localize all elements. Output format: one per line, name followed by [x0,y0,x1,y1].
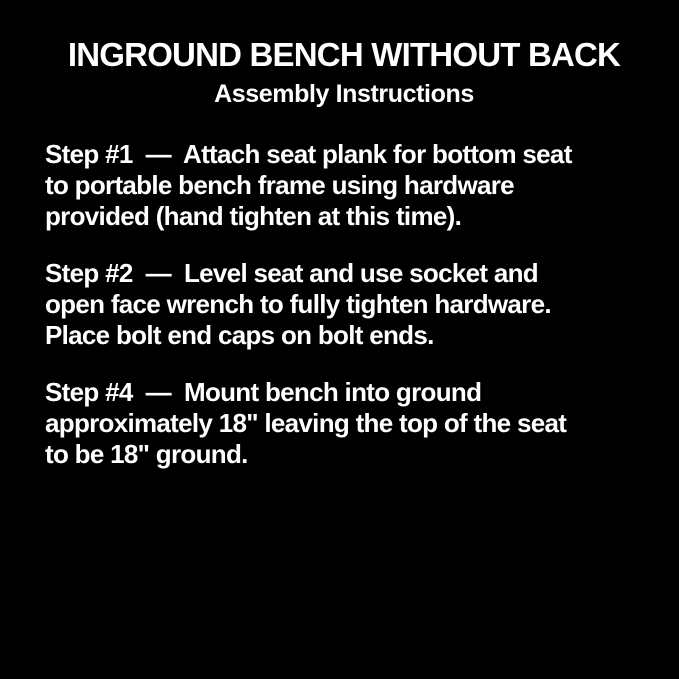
step-4-line-3: to be 18" ground. [45,439,248,470]
page-title: INGROUND BENCH WITHOUT BACK [67,36,621,73]
step-2-line-3: Place bolt end caps on bolt ends. [45,320,434,351]
step-1 [45,139,643,232]
step-1-line-3: provided (hand tighten at this time). [45,201,462,232]
steps-section [45,139,643,470]
step-4 [45,377,643,470]
step-4-line-1: Step #4 — Mount bench into ground [45,377,482,408]
step-2-line-2: open face wrench to fully tighten hardware. [45,289,551,320]
step-1-line-2: to portable bench frame using hardware [45,170,514,201]
step-2-line-1: Step #2 — Level seat and use socket and [45,258,538,289]
step-4-line-2: approximately 18" leaving the top of the seat [45,408,567,439]
step-1-line-1: Step #1 — Attach seat plank for bottom seat [45,139,572,170]
step-2 [45,258,643,351]
page-subtitle: Assembly Instructions [214,80,474,109]
